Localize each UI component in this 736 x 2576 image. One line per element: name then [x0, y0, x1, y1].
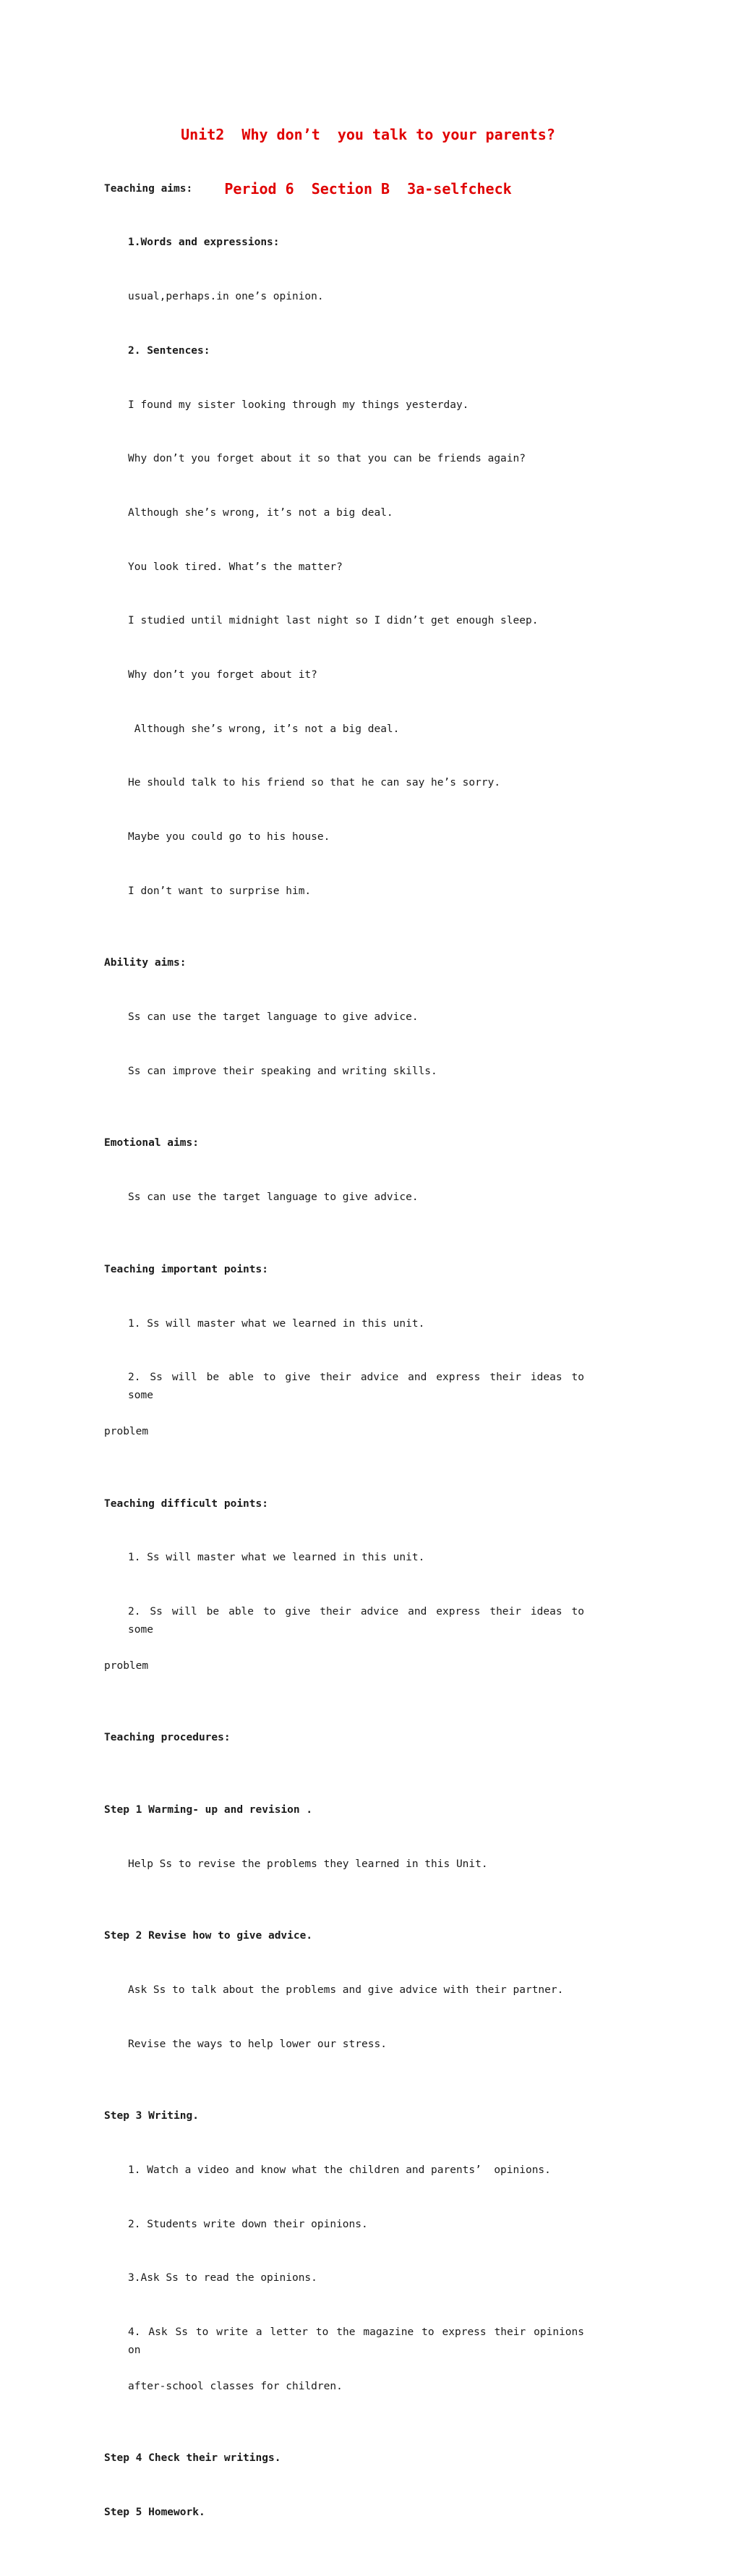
- sentence-6: Why don’t you forget about it?: [128, 669, 317, 681]
- important-point-2-cont: problem: [104, 1425, 149, 1437]
- step-3-item-3: 3.Ask Ss to read the opinions.: [128, 2272, 317, 2284]
- sentences-heading: 2. Sentences:: [128, 344, 210, 357]
- step-3-item-4-cont: after-school classes for children.: [128, 2380, 343, 2392]
- words-text: usual,perhaps.in one’s opinion.: [128, 291, 324, 303]
- important-point-2: 2. Ss will be able to give their advice and express their ideas to some: [128, 1372, 584, 1402]
- emotional-aim-1: Ss can use the target language to give advice.: [128, 1191, 419, 1204]
- step-2-item-2: Revise the ways to help lower our stress.: [128, 2038, 387, 2050]
- teaching-aims-heading: Teaching aims:: [104, 182, 193, 195]
- sentence-9: Maybe you could go to his house.: [128, 831, 330, 843]
- step-3-item-1: 1. Watch a video and know what the children and parents’ opinions.: [128, 2164, 551, 2176]
- step-1-item-1: Help Ss to revise the problems they learned in this Unit.: [128, 1858, 488, 1870]
- ability-aim-1: Ss can use the target language to give advice.: [128, 1011, 419, 1024]
- title-line-2: Period 6 Section B 3a-selfcheck: [224, 180, 512, 197]
- sentence-7: Although she’s wrong, it’s not a big deal.: [128, 723, 400, 735]
- step-2-heading: Step 2 Revise how to give advice.: [104, 1930, 313, 1942]
- sentence-2: Why don’t you forget about it so that you can be friends again?: [128, 453, 526, 465]
- difficult-point-2-cont: problem: [104, 1659, 149, 1672]
- important-points-heading: Teaching important points:: [104, 1263, 268, 1275]
- words-heading: 1.Words and expressions:: [128, 237, 280, 249]
- ability-aims-heading: Ability aims:: [104, 957, 187, 969]
- emotional-aims-heading: Emotional aims:: [104, 1137, 199, 1149]
- step-3-item-2: 2. Students write down their opinions.: [128, 2218, 368, 2230]
- difficult-point-1: 1. Ss will master what we learned in this unit.: [128, 1552, 425, 1564]
- sentence-4: You look tired. What’s the matter?: [128, 561, 343, 573]
- ability-aim-2: Ss can improve their speaking and writing skills.: [128, 1065, 437, 1077]
- step-3-item-4: 4. Ask Ss to write a letter to the magazine to express their opinions on: [128, 2326, 584, 2356]
- title-line-1: Unit2 Why don’t you talk to your parents?: [181, 126, 555, 143]
- step-4-heading: Step 4 Check their writings.: [104, 2452, 281, 2465]
- sentence-8: He should talk to his friend so that he can say he’s sorry.: [128, 777, 501, 789]
- step-2-item-1: Ask Ss to talk about the problems and give advice with their partner.: [128, 1984, 564, 1996]
- sentence-3: Although she’s wrong, it’s not a big deal.: [128, 506, 393, 519]
- difficult-points-heading: Teaching difficult points:: [104, 1497, 268, 1510]
- sentence-10: I don’t want to surprise him.: [128, 885, 312, 897]
- sentence-5: I studied until midnight last night so I didn’t get enough sleep.: [128, 615, 539, 627]
- step-1-heading: Step 1 Warming- up and revision .: [104, 1803, 313, 1816]
- step-3-heading: Step 3 Writing.: [104, 2110, 199, 2122]
- step-5-heading: Step 5 Homework.: [104, 2507, 205, 2518]
- difficult-point-2: 2. Ss will be able to give their advice and express their ideas to some: [128, 1605, 584, 1636]
- procedures-heading: Teaching procedures:: [104, 1732, 231, 1744]
- document-body: [104, 126, 584, 2576]
- sentence-1: I found my sister looking through my things yesterday.: [128, 399, 469, 411]
- important-point-1: 1. Ss will master what we learned in this unit.: [128, 1317, 425, 1330]
